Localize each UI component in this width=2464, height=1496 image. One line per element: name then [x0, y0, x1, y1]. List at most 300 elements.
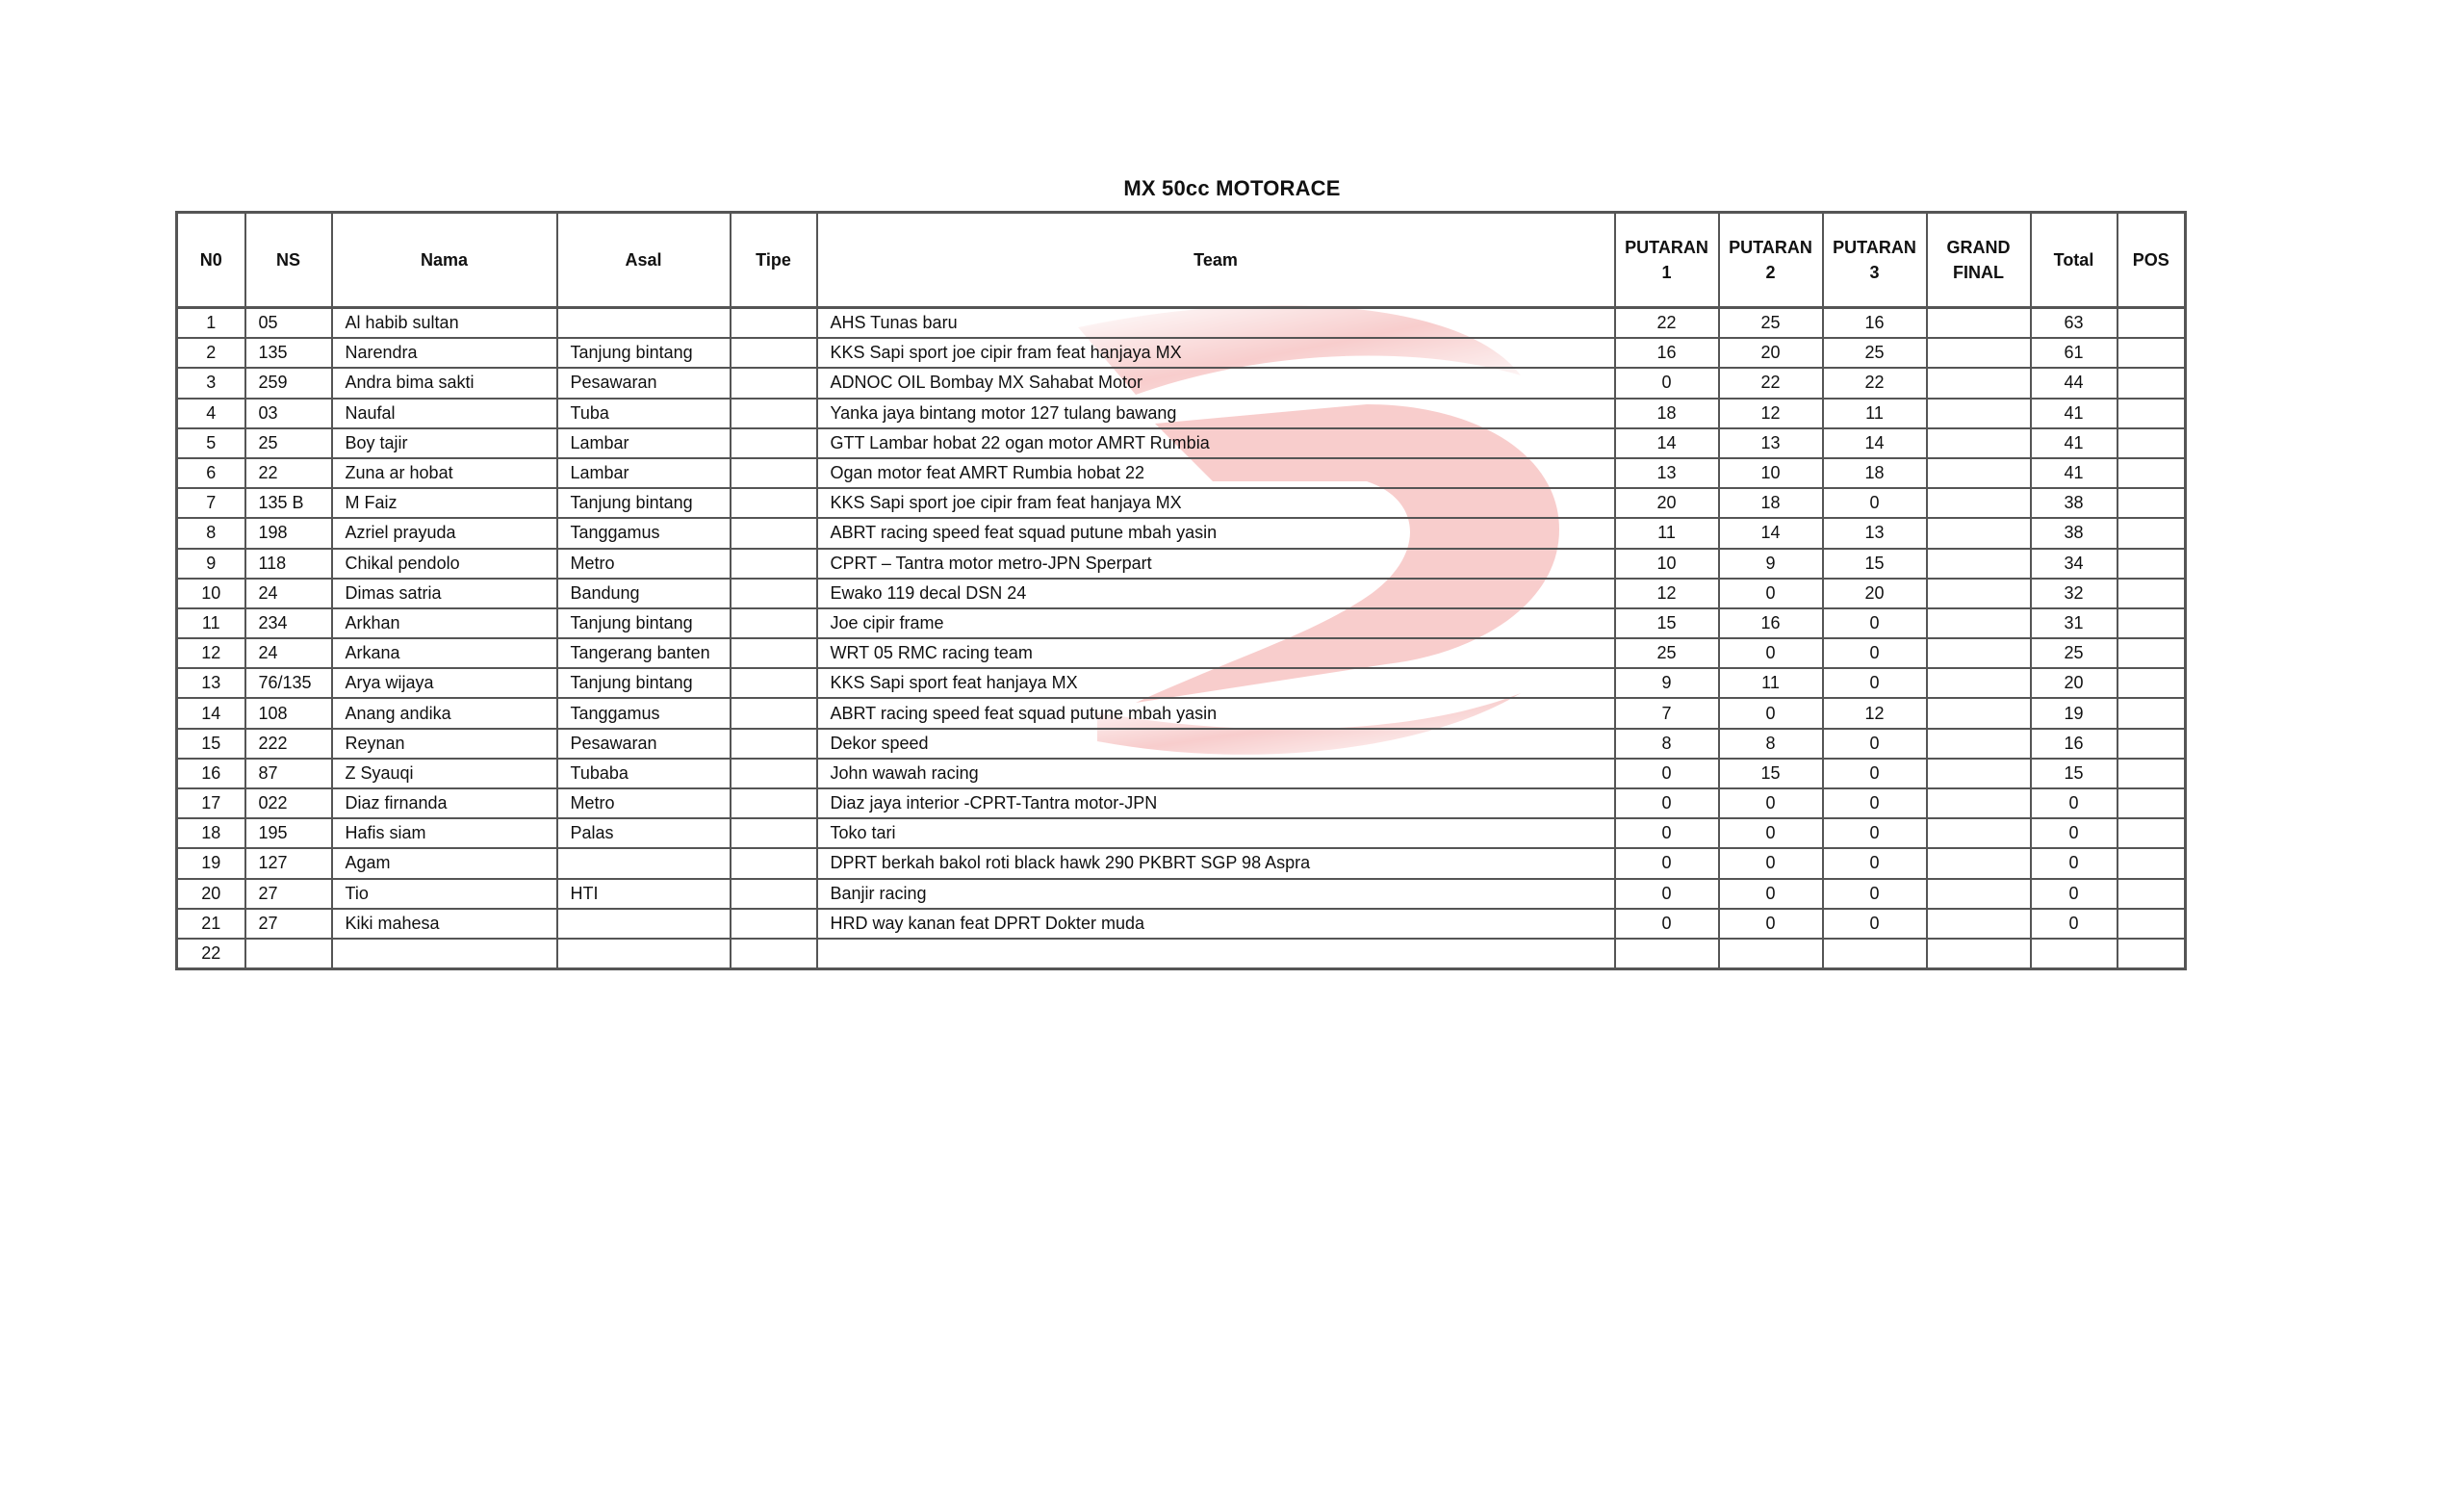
cell-pos: [2118, 308, 2186, 339]
cell-no: 11: [177, 608, 245, 638]
cell-nama: [332, 939, 557, 969]
cell-pos: [2118, 488, 2186, 518]
cell-asal: Lambar: [557, 458, 731, 488]
cell-ns: 108: [245, 698, 332, 728]
cell-pos: [2118, 939, 2186, 969]
cell-nama: Dimas satria: [332, 579, 557, 608]
cell-putaran-1: 10: [1615, 549, 1719, 579]
results-table: [175, 211, 2187, 970]
cell-team: Dekor speed: [817, 729, 1615, 759]
header-putaran-2-line2: 2: [1765, 263, 1776, 282]
cell-putaran-1: 0: [1615, 368, 1719, 398]
header-tipe: Tipe: [731, 213, 817, 308]
cell-tipe: [731, 668, 817, 698]
cell-team: DPRT berkah bakol roti black hawk 290 PKBRT SGP 98 Aspra: [817, 848, 1615, 878]
table-row: [177, 909, 2186, 939]
cell-grand-final: [1927, 458, 2031, 488]
cell-putaran-2: [1719, 939, 1823, 969]
cell-putaran-3: 22: [1823, 368, 1927, 398]
cell-ns: 198: [245, 518, 332, 548]
cell-ns: 76/135: [245, 668, 332, 698]
table-row: [177, 698, 2186, 728]
cell-pos: [2118, 338, 2186, 368]
cell-putaran-2: 15: [1719, 759, 1823, 788]
cell-ns: 87: [245, 759, 332, 788]
cell-grand-final: [1927, 308, 2031, 339]
cell-team: CPRT – Tantra motor metro-JPN Sperpart: [817, 549, 1615, 579]
header-grand-final-line2: FINAL: [1953, 263, 2004, 282]
header-putaran-3: [1823, 213, 1927, 308]
cell-nama: Narendra: [332, 338, 557, 368]
cell-putaran-3: 0: [1823, 759, 1927, 788]
table-row: [177, 549, 2186, 579]
cell-ns: 127: [245, 848, 332, 878]
cell-putaran-3: 12: [1823, 698, 1927, 728]
cell-grand-final: [1927, 579, 2031, 608]
cell-team: Banjir racing: [817, 879, 1615, 909]
cell-asal: HTI: [557, 879, 731, 909]
cell-putaran-3: 20: [1823, 579, 1927, 608]
cell-putaran-1: 0: [1615, 759, 1719, 788]
cell-pos: [2118, 909, 2186, 939]
cell-tipe: [731, 608, 817, 638]
cell-putaran-3: 0: [1823, 638, 1927, 668]
cell-putaran-3: 0: [1823, 729, 1927, 759]
cell-putaran-1: 14: [1615, 428, 1719, 458]
header-nama: Nama: [332, 213, 557, 308]
cell-putaran-1: 20: [1615, 488, 1719, 518]
cell-no: 15: [177, 729, 245, 759]
cell-pos: [2118, 518, 2186, 548]
cell-tipe: [731, 308, 817, 339]
cell-no: 13: [177, 668, 245, 698]
cell-putaran-1: 16: [1615, 338, 1719, 368]
cell-tipe: [731, 518, 817, 548]
cell-nama: Arya wijaya: [332, 668, 557, 698]
cell-asal: Lambar: [557, 428, 731, 458]
cell-putaran-3: 0: [1823, 879, 1927, 909]
cell-total: 34: [2031, 549, 2118, 579]
cell-putaran-1: 15: [1615, 608, 1719, 638]
header-no: N0: [177, 213, 245, 308]
cell-tipe: [731, 909, 817, 939]
cell-total: 32: [2031, 579, 2118, 608]
cell-putaran-1: 0: [1615, 909, 1719, 939]
cell-nama: Boy tajir: [332, 428, 557, 458]
cell-ns: 27: [245, 879, 332, 909]
cell-putaran-3: 0: [1823, 909, 1927, 939]
cell-no: 12: [177, 638, 245, 668]
cell-putaran-2: 0: [1719, 579, 1823, 608]
cell-no: 14: [177, 698, 245, 728]
cell-pos: [2118, 759, 2186, 788]
cell-ns: 03: [245, 399, 332, 428]
cell-asal: Pesawaran: [557, 729, 731, 759]
cell-putaran-2: 13: [1719, 428, 1823, 458]
cell-nama: Diaz firnanda: [332, 788, 557, 818]
cell-putaran-1: 0: [1615, 818, 1719, 848]
cell-nama: Anang andika: [332, 698, 557, 728]
cell-putaran-1: 9: [1615, 668, 1719, 698]
cell-team: KKS Sapi sport feat hanjaya MX: [817, 668, 1615, 698]
cell-grand-final: [1927, 939, 2031, 969]
cell-total: 41: [2031, 458, 2118, 488]
cell-asal: [557, 848, 731, 878]
cell-tipe: [731, 579, 817, 608]
table-body: [177, 308, 2186, 969]
cell-team: ADNOC OIL Bombay MX Sahabat Motor: [817, 368, 1615, 398]
header-team: Team: [817, 213, 1615, 308]
cell-no: 3: [177, 368, 245, 398]
cell-pos: [2118, 549, 2186, 579]
cell-ns: 195: [245, 818, 332, 848]
cell-ns: 24: [245, 638, 332, 668]
table-row: [177, 608, 2186, 638]
cell-team: GTT Lambar hobat 22 ogan motor AMRT Rumbia: [817, 428, 1615, 458]
cell-team: Ewako 119 decal DSN 24: [817, 579, 1615, 608]
cell-pos: [2118, 788, 2186, 818]
cell-pos: [2118, 698, 2186, 728]
cell-team: HRD way kanan feat DPRT Dokter muda: [817, 909, 1615, 939]
cell-grand-final: [1927, 518, 2031, 548]
cell-tipe: [731, 848, 817, 878]
cell-ns: 022: [245, 788, 332, 818]
cell-grand-final: [1927, 428, 2031, 458]
table-row: [177, 338, 2186, 368]
cell-grand-final: [1927, 549, 2031, 579]
table-row: [177, 939, 2186, 969]
cell-total: 15: [2031, 759, 2118, 788]
cell-putaran-1: 25: [1615, 638, 1719, 668]
cell-tipe: [731, 818, 817, 848]
cell-asal: Bandung: [557, 579, 731, 608]
cell-putaran-3: [1823, 939, 1927, 969]
cell-nama: Agam: [332, 848, 557, 878]
cell-no: 21: [177, 909, 245, 939]
cell-putaran-2: 11: [1719, 668, 1823, 698]
cell-putaran-2: 25: [1719, 308, 1823, 339]
cell-team: [817, 939, 1615, 969]
cell-no: 20: [177, 879, 245, 909]
cell-ns: 24: [245, 579, 332, 608]
cell-putaran-2: 0: [1719, 698, 1823, 728]
cell-pos: [2118, 879, 2186, 909]
cell-putaran-2: 16: [1719, 608, 1823, 638]
cell-nama: Azriel prayuda: [332, 518, 557, 548]
cell-team: ABRT racing speed feat squad putune mbah yasin: [817, 698, 1615, 728]
cell-putaran-2: 12: [1719, 399, 1823, 428]
cell-putaran-3: 15: [1823, 549, 1927, 579]
cell-no: 22: [177, 939, 245, 969]
cell-ns: 259: [245, 368, 332, 398]
cell-putaran-1: 0: [1615, 879, 1719, 909]
cell-no: 16: [177, 759, 245, 788]
cell-grand-final: [1927, 759, 2031, 788]
cell-ns: 27: [245, 909, 332, 939]
cell-asal: Tanggamus: [557, 518, 731, 548]
cell-no: 18: [177, 818, 245, 848]
cell-ns: 135: [245, 338, 332, 368]
cell-grand-final: [1927, 338, 2031, 368]
table-row: [177, 399, 2186, 428]
cell-asal: Metro: [557, 788, 731, 818]
cell-team: WRT 05 RMC racing team: [817, 638, 1615, 668]
cell-pos: [2118, 428, 2186, 458]
cell-pos: [2118, 848, 2186, 878]
cell-putaran-1: 12: [1615, 579, 1719, 608]
cell-asal: Tanjung bintang: [557, 338, 731, 368]
header-putaran-1: [1615, 213, 1719, 308]
cell-grand-final: [1927, 818, 2031, 848]
cell-putaran-2: 18: [1719, 488, 1823, 518]
cell-total: 16: [2031, 729, 2118, 759]
table-row: [177, 488, 2186, 518]
cell-putaran-1: 22: [1615, 308, 1719, 339]
cell-no: 1: [177, 308, 245, 339]
table-row: [177, 729, 2186, 759]
cell-asal: [557, 909, 731, 939]
cell-putaran-2: 8: [1719, 729, 1823, 759]
cell-no: 7: [177, 488, 245, 518]
cell-total: 38: [2031, 488, 2118, 518]
cell-ns: 118: [245, 549, 332, 579]
cell-tipe: [731, 368, 817, 398]
header-putaran-1-line1: PUTARAN: [1625, 238, 1708, 257]
cell-putaran-1: 18: [1615, 399, 1719, 428]
cell-asal: Tanjung bintang: [557, 488, 731, 518]
cell-total: 0: [2031, 788, 2118, 818]
header-putaran-3-line1: PUTARAN: [1833, 238, 1916, 257]
cell-asal: [557, 308, 731, 339]
table-row: [177, 818, 2186, 848]
cell-putaran-2: 9: [1719, 549, 1823, 579]
cell-putaran-1: 0: [1615, 848, 1719, 878]
cell-tipe: [731, 638, 817, 668]
table-row: [177, 579, 2186, 608]
cell-grand-final: [1927, 909, 2031, 939]
cell-putaran-3: 25: [1823, 338, 1927, 368]
cell-pos: [2118, 458, 2186, 488]
cell-putaran-2: 0: [1719, 818, 1823, 848]
cell-no: 10: [177, 579, 245, 608]
header-total: Total: [2031, 213, 2118, 308]
cell-asal: Tanjung bintang: [557, 668, 731, 698]
cell-no: 17: [177, 788, 245, 818]
cell-asal: Palas: [557, 818, 731, 848]
cell-putaran-1: [1615, 939, 1719, 969]
cell-nama: Kiki mahesa: [332, 909, 557, 939]
cell-no: 2: [177, 338, 245, 368]
cell-team: Ogan motor feat AMRT Rumbia hobat 22: [817, 458, 1615, 488]
cell-ns: 25: [245, 428, 332, 458]
cell-putaran-2: 0: [1719, 638, 1823, 668]
cell-putaran-3: 16: [1823, 308, 1927, 339]
table-row: [177, 308, 2186, 339]
cell-putaran-2: 22: [1719, 368, 1823, 398]
header-grand-final-line1: GRAND: [1946, 238, 2011, 257]
cell-putaran-2: 0: [1719, 879, 1823, 909]
cell-pos: [2118, 399, 2186, 428]
cell-no: 5: [177, 428, 245, 458]
cell-nama: Reynan: [332, 729, 557, 759]
cell-putaran-3: 13: [1823, 518, 1927, 548]
cell-grand-final: [1927, 879, 2031, 909]
cell-tipe: [731, 338, 817, 368]
cell-nama: Andra bima sakti: [332, 368, 557, 398]
header-pos: POS: [2118, 213, 2186, 308]
cell-total: 0: [2031, 909, 2118, 939]
cell-putaran-1: 8: [1615, 729, 1719, 759]
header-grand-final: [1927, 213, 2031, 308]
cell-putaran-1: 7: [1615, 698, 1719, 728]
cell-ns: 222: [245, 729, 332, 759]
cell-tipe: [731, 939, 817, 969]
cell-ns: [245, 939, 332, 969]
cell-asal: Metro: [557, 549, 731, 579]
cell-total: 61: [2031, 338, 2118, 368]
cell-grand-final: [1927, 399, 2031, 428]
cell-putaran-3: 0: [1823, 488, 1927, 518]
cell-nama: Naufal: [332, 399, 557, 428]
cell-team: Joe cipir frame: [817, 608, 1615, 638]
cell-team: AHS Tunas baru: [817, 308, 1615, 339]
cell-putaran-3: 18: [1823, 458, 1927, 488]
cell-pos: [2118, 668, 2186, 698]
cell-tipe: [731, 698, 817, 728]
cell-asal: Tubaba: [557, 759, 731, 788]
cell-total: 41: [2031, 399, 2118, 428]
cell-nama: Arkana: [332, 638, 557, 668]
cell-total: 19: [2031, 698, 2118, 728]
cell-pos: [2118, 608, 2186, 638]
cell-team: Toko tari: [817, 818, 1615, 848]
cell-nama: Arkhan: [332, 608, 557, 638]
cell-pos: [2118, 579, 2186, 608]
cell-ns: 135 B: [245, 488, 332, 518]
cell-no: 6: [177, 458, 245, 488]
cell-putaran-2: 14: [1719, 518, 1823, 548]
cell-total: [2031, 939, 2118, 969]
table-row: [177, 879, 2186, 909]
table-row: [177, 638, 2186, 668]
cell-asal: Tanjung bintang: [557, 608, 731, 638]
cell-putaran-1: 0: [1615, 788, 1719, 818]
cell-grand-final: [1927, 668, 2031, 698]
cell-team: KKS Sapi sport joe cipir fram feat hanjaya MX: [817, 338, 1615, 368]
cell-total: 20: [2031, 668, 2118, 698]
cell-no: 8: [177, 518, 245, 548]
cell-asal: Tuba: [557, 399, 731, 428]
table-row: [177, 428, 2186, 458]
cell-team: ABRT racing speed feat squad putune mbah yasin: [817, 518, 1615, 548]
cell-total: 0: [2031, 818, 2118, 848]
cell-ns: 05: [245, 308, 332, 339]
cell-nama: Zuna ar hobat: [332, 458, 557, 488]
cell-grand-final: [1927, 788, 2031, 818]
cell-grand-final: [1927, 638, 2031, 668]
table-row: [177, 848, 2186, 878]
cell-no: 4: [177, 399, 245, 428]
cell-total: 25: [2031, 638, 2118, 668]
table-row: [177, 668, 2186, 698]
cell-grand-final: [1927, 608, 2031, 638]
cell-grand-final: [1927, 729, 2031, 759]
table-row: [177, 368, 2186, 398]
cell-putaran-3: 0: [1823, 608, 1927, 638]
cell-pos: [2118, 729, 2186, 759]
cell-asal: [557, 939, 731, 969]
cell-nama: Chikal pendolo: [332, 549, 557, 579]
cell-team: Diaz jaya interior -CPRT-Tantra motor-JPN: [817, 788, 1615, 818]
cell-no: 19: [177, 848, 245, 878]
cell-team: Yanka jaya bintang motor 127 tulang bawang: [817, 399, 1615, 428]
cell-putaran-3: 0: [1823, 818, 1927, 848]
cell-asal: Tanggamus: [557, 698, 731, 728]
cell-pos: [2118, 368, 2186, 398]
cell-putaran-2: 0: [1719, 788, 1823, 818]
cell-grand-final: [1927, 848, 2031, 878]
cell-nama: Tio: [332, 879, 557, 909]
header-putaran-3-line2: 3: [1869, 263, 1880, 282]
cell-pos: [2118, 818, 2186, 848]
cell-putaran-3: 0: [1823, 668, 1927, 698]
cell-asal: Pesawaran: [557, 368, 731, 398]
cell-tipe: [731, 428, 817, 458]
table-row: [177, 759, 2186, 788]
cell-pos: [2118, 638, 2186, 668]
cell-putaran-3: 14: [1823, 428, 1927, 458]
cell-ns: 22: [245, 458, 332, 488]
cell-putaran-2: 0: [1719, 848, 1823, 878]
cell-tipe: [731, 879, 817, 909]
cell-putaran-1: 13: [1615, 458, 1719, 488]
cell-total: 0: [2031, 879, 2118, 909]
cell-putaran-2: 20: [1719, 338, 1823, 368]
cell-tipe: [731, 759, 817, 788]
cell-total: 41: [2031, 428, 2118, 458]
header-putaran-1-line2: 1: [1661, 263, 1672, 282]
cell-putaran-2: 10: [1719, 458, 1823, 488]
cell-team: John wawah racing: [817, 759, 1615, 788]
cell-grand-final: [1927, 488, 2031, 518]
cell-asal: Tangerang banten: [557, 638, 731, 668]
cell-grand-final: [1927, 698, 2031, 728]
cell-tipe: [731, 729, 817, 759]
cell-putaran-2: 0: [1719, 909, 1823, 939]
cell-nama: Z Syauqi: [332, 759, 557, 788]
table-row: [177, 518, 2186, 548]
document-title: MX 50cc MOTORACE: [1123, 176, 1341, 200]
cell-total: 63: [2031, 308, 2118, 339]
cell-nama: Hafis siam: [332, 818, 557, 848]
cell-tipe: [731, 458, 817, 488]
cell-putaran-3: 11: [1823, 399, 1927, 428]
cell-total: 0: [2031, 848, 2118, 878]
header-putaran-2: [1719, 213, 1823, 308]
cell-tipe: [731, 488, 817, 518]
cell-no: 9: [177, 549, 245, 579]
cell-tipe: [731, 399, 817, 428]
cell-putaran-3: 0: [1823, 848, 1927, 878]
table-row: [177, 788, 2186, 818]
cell-grand-final: [1927, 368, 2031, 398]
cell-putaran-1: 11: [1615, 518, 1719, 548]
cell-total: 44: [2031, 368, 2118, 398]
header-ns: NS: [245, 213, 332, 308]
cell-nama: M Faiz: [332, 488, 557, 518]
cell-total: 38: [2031, 518, 2118, 548]
cell-tipe: [731, 788, 817, 818]
